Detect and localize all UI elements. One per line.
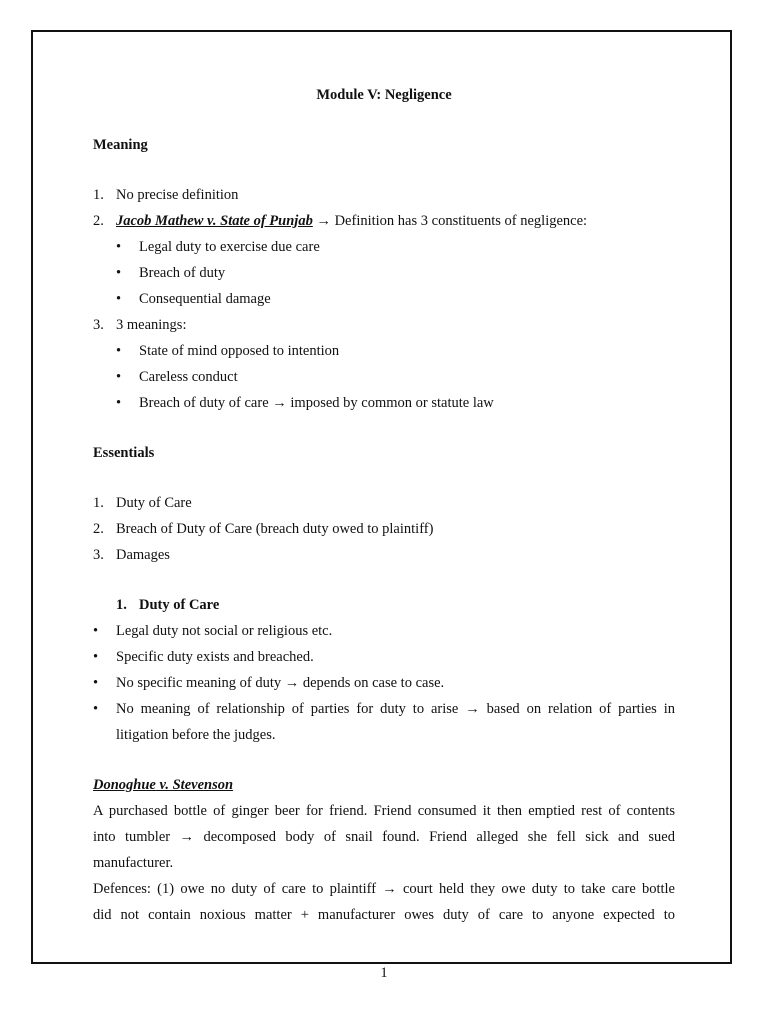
bullet-text: Specific duty exists and breached. bbox=[116, 649, 314, 665]
bullet-icon: • bbox=[93, 649, 99, 665]
list-number: 1. bbox=[93, 187, 104, 203]
bullet-item bbox=[93, 622, 675, 648]
subheading-number: 1. bbox=[116, 597, 127, 613]
heading-essentials: Essentials bbox=[93, 445, 155, 461]
bullet-item bbox=[93, 342, 675, 368]
bullet-text: Legal duty not social or religious etc. bbox=[116, 623, 333, 639]
bullet-item bbox=[93, 700, 675, 726]
list-number: 2. bbox=[93, 521, 104, 537]
paragraph-line: did not contain noxious matter + manufacturer owes duty of care to anyone expected to bbox=[93, 907, 675, 923]
bullet-icon: • bbox=[116, 369, 122, 385]
bullet-icon: • bbox=[93, 675, 99, 691]
page-title: Module V: Negligence bbox=[316, 87, 452, 103]
bullet-icon: • bbox=[116, 265, 122, 281]
list-text: Breach of Duty of Care (breach duty owed to plaintiff) bbox=[116, 521, 434, 537]
bullet-text-rest: based on relation of parties in bbox=[479, 701, 675, 717]
list-item bbox=[93, 186, 675, 212]
bullet-icon: • bbox=[93, 701, 99, 717]
case-name: Jacob Mathew v. State of Punjab bbox=[116, 213, 313, 229]
list-text: Damages bbox=[116, 547, 170, 563]
list-item bbox=[93, 520, 675, 546]
list-number: 1. bbox=[93, 495, 104, 511]
paragraph-line: A purchased bottle of ginger beer for friend. Friend consumed it then emptied rest of contents bbox=[93, 803, 675, 819]
case-name: Donoghue v. Stevenson bbox=[93, 777, 234, 793]
arrow-icon: → bbox=[179, 829, 195, 845]
bullet-text-rest: imposed by common or statute law bbox=[286, 395, 494, 411]
paragraph-text: Defences: (1) owe no duty of care to plaintiff bbox=[93, 881, 383, 897]
arrow-icon: → bbox=[382, 881, 397, 897]
list-text: Duty of Care bbox=[116, 495, 192, 511]
paragraph-text: court held they owe duty to take care bottle bbox=[396, 881, 675, 897]
bullet-text-start: No meaning of relationship of parties for duty to arise bbox=[116, 701, 466, 717]
list-text-rest: Definition has 3 constituents of negligence: bbox=[330, 213, 588, 229]
list-number: 3. bbox=[93, 317, 104, 333]
bullet-item bbox=[93, 648, 675, 674]
bullet-item bbox=[93, 394, 675, 420]
case-heading bbox=[93, 776, 675, 802]
bullet-icon: • bbox=[116, 239, 122, 255]
paragraph-line bbox=[93, 880, 675, 906]
list-item bbox=[93, 546, 675, 572]
paragraph-line: manufacturer. bbox=[93, 855, 174, 871]
document-body bbox=[93, 86, 675, 932]
bullet-text bbox=[116, 674, 444, 692]
bullet-text-rest: depends on case to case. bbox=[299, 675, 445, 691]
paragraph-text: decomposed body of snail found. Friend alleged she fell sick and sued bbox=[194, 829, 675, 845]
paragraph-text: into tumbler bbox=[93, 829, 180, 845]
bullet-item bbox=[93, 264, 675, 290]
list-text bbox=[116, 212, 587, 230]
bullet-text-continuation: litigation before the judges. bbox=[116, 727, 276, 743]
bullet-icon: • bbox=[93, 623, 99, 639]
page-number: 1 bbox=[380, 965, 388, 981]
bullet-item bbox=[93, 238, 675, 264]
subheading-duty-of-care bbox=[93, 596, 675, 622]
bullet-text-start: No specific meaning of duty bbox=[116, 675, 285, 691]
list-item bbox=[93, 212, 675, 238]
list-text: 3 meanings: bbox=[116, 317, 187, 333]
bullet-text bbox=[139, 394, 494, 412]
bullet-item bbox=[93, 290, 675, 316]
paragraph-line bbox=[93, 828, 675, 854]
bullet-text-start: Breach of duty of care bbox=[139, 395, 269, 411]
bullet-text: Breach of duty bbox=[139, 265, 226, 281]
bullet-continuation bbox=[93, 726, 675, 752]
bullet-icon: • bbox=[116, 395, 122, 411]
bullet-icon: • bbox=[116, 291, 122, 307]
bullet-text: Consequential damage bbox=[139, 291, 271, 307]
bullet-text: Legal duty to exercise due care bbox=[139, 239, 320, 255]
list-item bbox=[93, 494, 675, 520]
heading-meaning: Meaning bbox=[93, 137, 148, 153]
list-item bbox=[93, 316, 675, 342]
list-number: 2. bbox=[93, 213, 104, 229]
arrow-icon: → bbox=[465, 701, 480, 717]
arrow-icon: → bbox=[272, 395, 287, 411]
bullet-icon: • bbox=[116, 343, 122, 359]
bullet-item bbox=[93, 368, 675, 394]
list-text: No precise definition bbox=[116, 187, 239, 203]
subheading-text: Duty of Care bbox=[139, 597, 220, 613]
bullet-text: Careless conduct bbox=[139, 369, 238, 385]
bullet-item bbox=[93, 674, 675, 700]
arrow-icon: → bbox=[284, 675, 300, 691]
list-number: 3. bbox=[93, 547, 104, 563]
bullet-text bbox=[116, 700, 675, 718]
bullet-text: State of mind opposed to intention bbox=[139, 343, 340, 359]
arrow-icon: → bbox=[316, 213, 331, 229]
